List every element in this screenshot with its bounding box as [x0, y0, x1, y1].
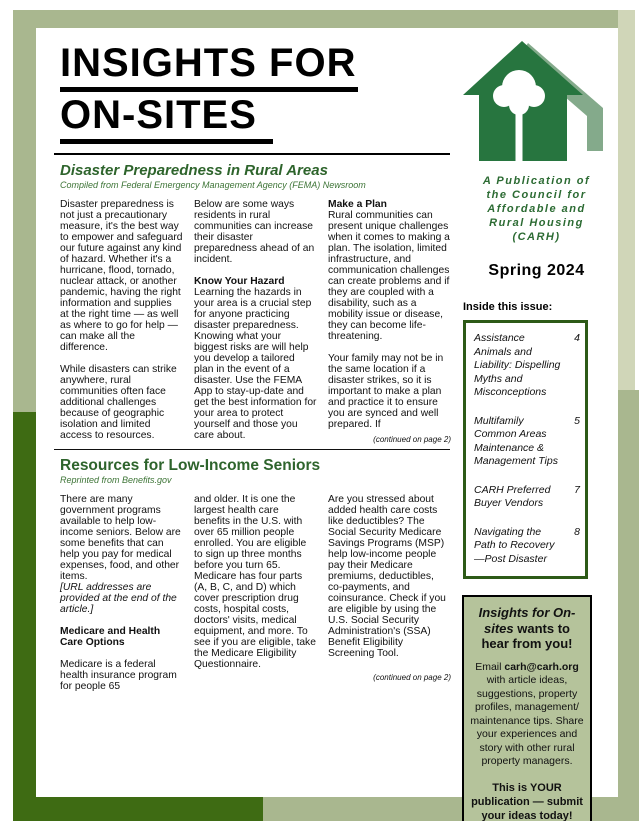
article2-column-1	[60, 494, 183, 692]
submission-callout-box	[462, 595, 592, 821]
issue-date: Spring 2024	[488, 262, 585, 279]
article2-subtitle: Reprinted from Benefits.gov	[60, 475, 172, 485]
toc-item-title: Assistance Animals and Liability: Dispelling Myths and Misconceptions	[474, 332, 561, 398]
paragraph: Disaster preparedness is not just a precautionary measure, it's the best way to empower and safeguard our future against any kind of hazard. Whether it's a hurricane, flood, tornado, nuclear attack, or another pandemic, having the right information and supplies at the right time — as well as where to go for help — can make all the difference.	[60, 199, 183, 353]
left-border-band-sage	[13, 10, 36, 412]
paragraph: Are you stressed about added health care costs like deductibles? The Social Security Medicare Savings Programs (MSP) help low-income people pay their Medicare premiums, deductibles, co-payments, and coinsurance. Check if you are eligible by using the U.S. Social Security Administration's (SSA) Benefit Eligibility Screening Tool.	[328, 494, 446, 659]
article1-title: Disaster Preparedness in Rural Areas	[60, 162, 328, 179]
paragraph: Below are some ways residents in rural communities can increase their disaster preparedness ahead of an incident.	[194, 199, 315, 265]
article-divider-rule	[54, 449, 450, 450]
toc-item	[474, 526, 580, 567]
toc-item-page: 4	[574, 332, 580, 344]
article1-continued-note: (continued on page 2)	[373, 435, 451, 444]
article2-columns	[60, 494, 452, 692]
masthead-title-line1: INSIGHTS FOR	[60, 40, 458, 92]
section-heading: Know Your Hazard	[194, 276, 285, 287]
article2-title: Resources for Low-Income Seniors	[60, 457, 321, 474]
table-of-contents-box	[463, 320, 588, 579]
article1-column-2	[194, 199, 317, 445]
toc-item-page: 8	[574, 525, 580, 538]
sidebar	[455, 28, 618, 821]
toc-item-title: Navigating the Path to Recovery —Post Disaster	[474, 525, 555, 565]
toc-item-page: 7	[574, 483, 580, 496]
toc-item	[474, 332, 580, 400]
top-border-strip	[13, 10, 635, 28]
content-panel	[36, 28, 618, 821]
toc-item	[474, 484, 580, 511]
article1-header	[60, 162, 458, 190]
url-note: [URL addresses are provided at the end of the article.]	[60, 582, 177, 615]
left-border-band-dark	[13, 412, 36, 821]
inside-this-issue-label: Inside this issue:	[463, 301, 553, 313]
toc-item-page: 5	[574, 414, 580, 427]
contact-email: carh@carh.org	[504, 660, 579, 673]
right-border-band-pale	[618, 10, 635, 390]
masthead-title-line2: ON-SITES	[60, 92, 458, 144]
main-content	[60, 28, 458, 692]
article1-column-1	[60, 199, 183, 445]
article2-column-3	[328, 494, 451, 692]
toc-item-title: Multifamily Common Areas Maintenance & Management Tips	[474, 414, 558, 467]
paragraph: Your family may not be in the same location if a disaster strikes, so it is important to make a plan and practice it to ensure you are synced and well prepared. If	[328, 353, 444, 430]
carh-house-tree-logo-icon	[462, 35, 612, 161]
article1-subtitle: Compiled from Federal Emergency Management Agency (FEMA) Newsroom	[60, 180, 366, 190]
paragraph: Learning the hazards in your area is a crucial step for anyone practicing disaster preparedness. Knowing what your biggest risks are will help you develop a tailored plan in the event of a disaster. Use the FEMA App to stay-up-date and get the best information for your area to protect yourself and those you care about.	[194, 287, 317, 441]
toc-item	[474, 415, 580, 469]
article1-columns	[60, 199, 452, 445]
paragraph: Medicare is a federal health insurance program for people 65	[60, 659, 177, 692]
article1-column-3	[328, 199, 451, 445]
paragraph: There are many government programs available to help low-income seniors. Below are some benefits that can help you pay for medical expenses, food, and other items.	[60, 494, 181, 582]
article2-header	[60, 457, 458, 485]
section-heading: Make a Plan	[328, 199, 387, 210]
callout-title: Insights for On-sites wants to hear from you!	[478, 605, 576, 651]
masthead-rule	[54, 153, 450, 155]
article2-column-2	[194, 494, 317, 692]
bottom-bar-dark	[13, 797, 263, 821]
paragraph: and older. It is one the largest health care benefits in the U.S. with over 65 million people enrolled. You are eligible to sign up three months before you turn 65. Medicare has four parts (A, B, C, and D) which cover prescription drug costs, hospital costs, doctors' visits, medical equipment, and more. To see if you are eligible, take the Medicare Eligibility Questionnaire.	[194, 494, 316, 670]
callout-body: Email carh@carh.org with article ideas, suggestions, property profiles, management/ maintenance tips. Share your experiences and story with other rural property managers.	[470, 660, 584, 767]
paragraph: Rural communities can present unique challenges when it comes to making a plan. The isolation, limited infrastructure, and communication challenges can create problems and if they are coupled with a disability, such as a mobility issue or disease, they can become life-threatening.	[328, 210, 450, 342]
paragraph: While disasters can strike anywhere, rural communities often face additional challenges because of geographic isolation and limited access to resources.	[60, 364, 177, 441]
section-heading: Medicare and Health Care Options	[60, 626, 161, 648]
masthead	[60, 40, 458, 144]
callout-footer: This is YOUR publication — submit your ideas today!	[471, 781, 583, 821]
article2-continued-note: (continued on page 2)	[373, 673, 451, 682]
publication-credit: A Publication of the Council for Affordable and Rural Housing (CARH)	[482, 175, 591, 243]
toc-item-title: CARH Preferred Buyer Vendors	[474, 483, 551, 509]
